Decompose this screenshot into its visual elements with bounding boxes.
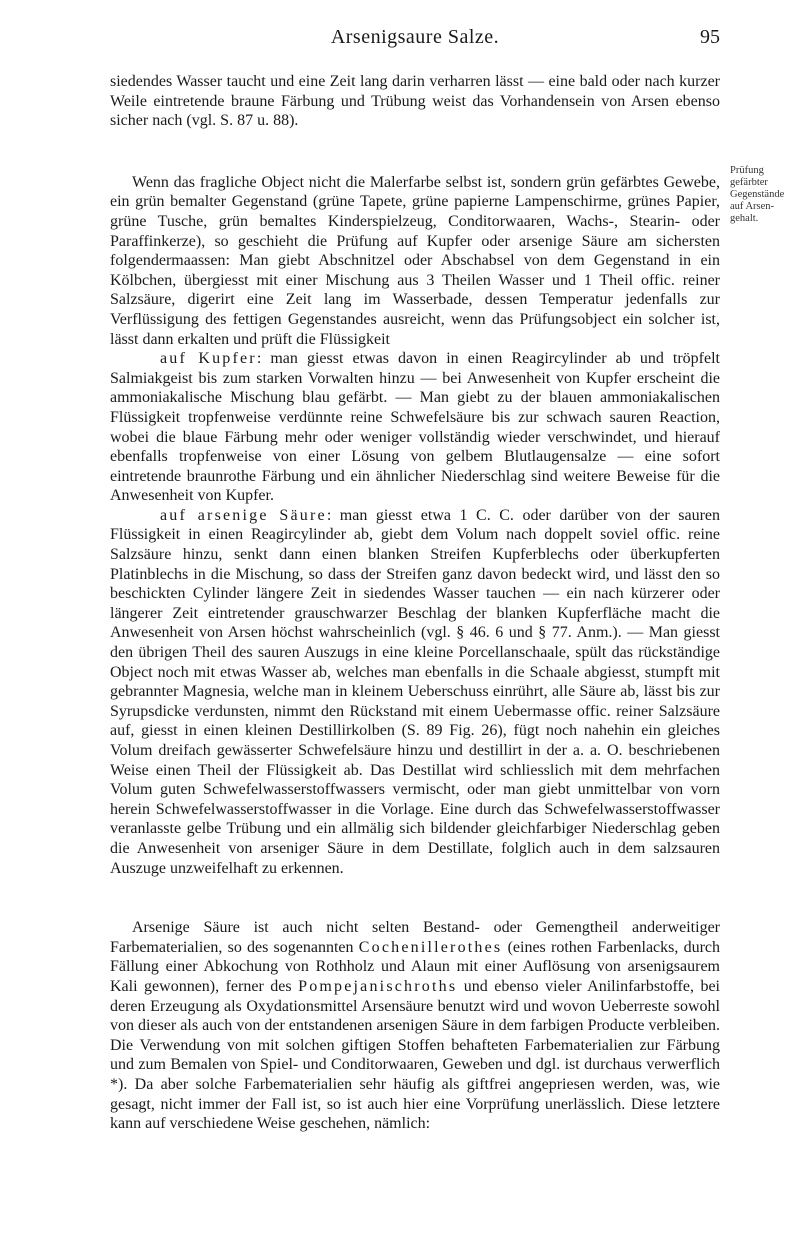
paragraph-gap [110,131,720,173]
pigment-name-pompeian: Pompejanischroths [298,977,458,995]
paragraph-gap [110,878,720,918]
paragraph-testing-procedure: Wenn das fragliche Object nicht die Malerfarbe selbst ist, sondern grün gefärbtes Gewebe, ein grün bemalter Gegenstand (grüne Tapete, grüne papierne Lampenschirme, grünes Papier, grüne Tusche, grün bemaltes Kinderspielzeug, Conditorwaaren, Wachs-, Stearin- oder Paraffinkerze), so geschieht die Prüfung auf Kupfer oder arsenige Säure am sichersten folgendermaassen: Man giebt Abschnitzel oder Abschabsel von dem Gegenstand in ein Kölbchen, übergiesst mit einer Mischung aus 3 Theilen Wasser und 1 Theil offic. reiner Salzsäure, digerirt eine Zeit lang im Wasserbade, dessen Temperatur jedenfalls zur Verflüssigung des fettigen Gegenstandes ausreicht, wenn das Prüfungsobject ein solcher ist, lässt dann erkalten und prüft die Flüssigkeit [110,173,720,348]
running-head [110,26,720,56]
margin-note [730,165,792,225]
copper-test-text: : man giesst etwas davon in einen Reagircylinder ab und tröpfelt Salmiakgeist bis zum starken Vorwalten hinzu — bei Anwesenheit von Kupfer erscheint die ammoniakalische Mischung blau gefärbt. — Man giebt zu der blauen ammoniakalischen Flüssigkeit tropfenweise verdünnte reine Schwefelsäure bis zur schwach sauren Reaction, wobei die blaue Färbung mehr oder weniger vollständig wieder verschwindet, und hierauf ebenfalls tropfenweise von einer Lösung von gelbem Blutlaugensalze — eine sofort eintretende braunrothe Färbung und ein ähnlicher Niederschlag sind weitere Beweise für die Anwesenheit von Kupfer. [110,350,720,505]
paragraph-arsenic-test [110,506,720,878]
body-text [110,72,720,1134]
margin-note-line: Prüfung [730,165,764,176]
pigments-text-b: (eines rothen Farbenlacks, durch Fällung einer Abkochung von Rothholz und Alaun mit einer Auflösung von arsenigsaurem Kali gewonnen), ferner des [110,938,721,995]
pigments-text-a: Arsenige Säure ist auch nicht selten Bestand- oder Gemengtheil anderweitiger Farbematerialien, so des sogenannten [110,919,720,956]
margin-note-line: gehalt. [730,213,759,224]
arsenic-test-text: : man giesst etwa 1 C. C. oder darüber von der sauren Flüssigkeit in einen Reagircylinder ab, giebt dem Volum nach doppelt soviel offic. reine Salzsäure hinzu, senkt dann einen blanken Streifen Kupferblechs oder überkupferten Platinblechs in die Mischung, so dass der Streifen ganz davon bedeckt wird, und lässt den so beschickten Cylinder längere Zeit in siedendes Wasser tauchen — ein nach kürzerer oder längerer Zeit eintretender grauschwarzer Beschlag der blanken Kupferfläche macht die Anwesenheit von Arsen höchst wahrscheinlich (vgl. § 46. 6 und § 77. Anm.). — Man giesst den übrigen Theil des sauren Auszugs in eine kleine Porcellanschaale, spült das rückständige Object noch mit etwas Wasser ab, welches man ebenfalls in die Schaale abgiesst, stumpft mit gebrannter Magnesia, welche man in kleinem Ueberschuss einrührt, alle Säure ab, lässt bis zur Syrupsdicke verdunsten, nimmt den Rückstand mit einem Uebermasse offic. reiner Salzsäure auf, giesst in einen kleinen Destillirkolben (S. 89 Fig. 26), fügt noch nahehin ein gleiches Volum dreifach gewässerter Schwefelsäure hinzu und destillirt in der a. a. O. beschriebenen Weise einen Theil der Flüssigkeit ab. Das Destillat wird schliesslich mit dem mehrfachen Volum guten Schwefelwasserstoffwassers vermischt, oder man giebt unmittelbar von vorn herein Schwefelwasserstoffwasser in die Vorlage. Eine durch das Schwefelwasserstoffwasser veranlasste gelbe Trübung und ein allmälig sich bildender gleichfarbiger Niederschlag geben die Anwesenheit von arseniger Säure in dem Destillate, folglich auch in dem salzsauren Auszuge unzweifelhaft zu erkennen. [110,506,720,877]
paragraph-other-pigments [110,918,720,1134]
paragraph-continuation: siedendes Wasser taucht und eine Zeit lang darin verharren lässt — eine bald oder nach kurzer Weile eintretende braune Färbung und Trübung weist das Vorhandensein von Arsen ebenso sicher nach (vgl. S. 87 u. 88). [110,73,720,130]
paragraph-copper-test [110,349,720,506]
pigments-text-c: und ebenso vieler Anilinfarbstoffe, bei deren Erzeugung als Oxydationsmittel Arsensäure benutzt wird und wovon Ueberreste sowohl von dieser als auch von der entstandenen arsenigen Säure in dem farbigen Producte verbleiben. Die Verwendung von mit solchen giftigen Stoffen behafteten Farbematerialien zur Färbung und zum Bemalen von Spiel- und Conditorwaaren, Geweben und dgl. ist durchaus verwerflich *). Da aber solche Farbematerialien sehr häufig als giftfrei angepriesen werden, was, wie gesagt, nicht immer der Fall ist, so ist auch hier eine Vorprüfung unerlässlich. Diese letztere kann auf verschiedene Weise geschehen, nämlich: [110,977,720,1133]
copper-test-lead: auf Kupfer [160,350,257,368]
page-number: 95 [700,26,720,48]
running-title: Arsenigsaure Salze. [330,26,500,48]
margin-note-line: gefärbter [730,177,768,188]
pigment-name-cochenille: Cochenillerothes [358,938,503,956]
margin-note-line: Gegenstände [730,189,785,200]
arsenic-test-lead: auf arsenige Säure [160,506,327,524]
margin-note-line: auf Arsen- [730,201,775,212]
